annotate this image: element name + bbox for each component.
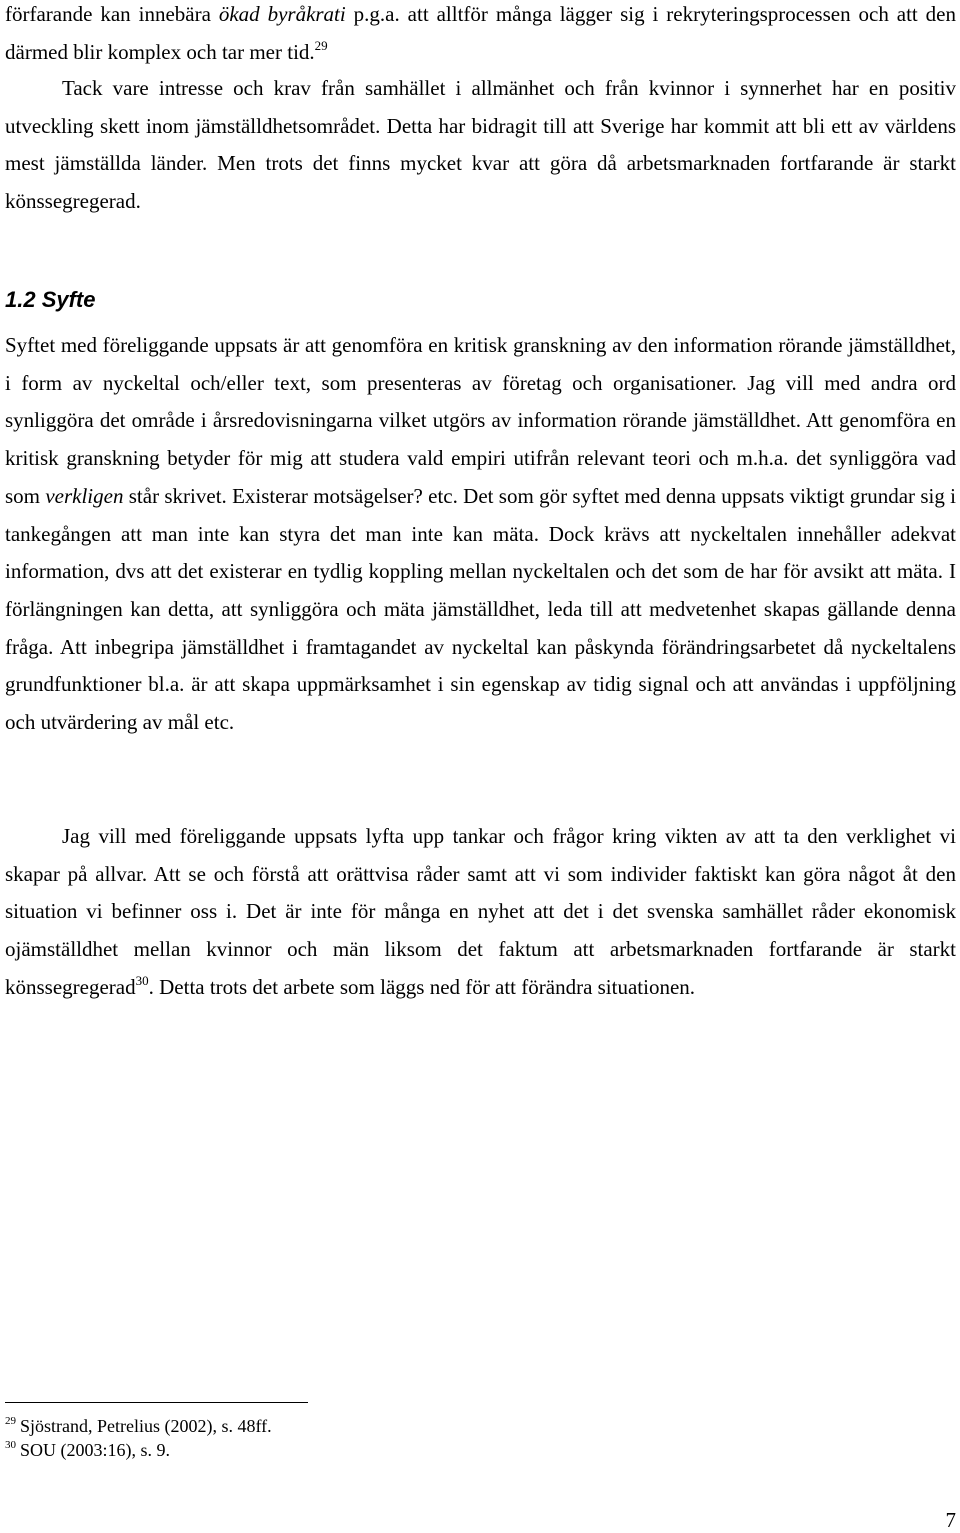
- footnote-ref-29[interactable]: 29: [314, 37, 328, 53]
- footnote-text: SOU (2003:16), s. 9.: [20, 1440, 171, 1460]
- text-run: p.g.a. att alltför många lägger sig i rekryteringsprocessen och att den därmed blir komplex och tar mer tid.: [5, 2, 956, 64]
- footnote-29: [5, 1415, 272, 1437]
- footnote-separator: [5, 1402, 308, 1403]
- text-run: förfarande kan innebära: [5, 2, 219, 26]
- footnote-30: [5, 1439, 170, 1461]
- body-paragraph-2: [5, 70, 956, 221]
- section-heading: 1.2 Syfte: [5, 287, 96, 312]
- emphasis-text: ökad byråkrati: [218, 2, 346, 26]
- text-run: Tack vare intresse och krav från samhället i allmänhet och från kvinnor i synnerhet har en positiv utveckling skett inom jämställdhetsområdet. Detta har bidragit till att Sverige har kommit att bli ett av världens mest jämställda länder. Men trots det finns mycket kvar att göra då arbetsmarknaden fortfarande är starkt könssegregerad.: [5, 76, 956, 214]
- text-run: Jag vill med föreliggande uppsats lyfta upp tankar och frågor kring vikten av att ta den verklighet vi skapar på allvar. Att se och förstå att orättvisa råder samt att vi som individer faktiskt kan göra något åt den situation vi befinner oss i. Det är inte för många en nyhet att det i det svenska samhället råder ekonomisk ojämställdhet mellan kvinnor och män liksom det faktum att arbetsmarknaden fortfarande är starkt könssegregerad: [5, 824, 956, 999]
- body-paragraph-1: [5, 0, 956, 71]
- footnote-number: 30: [5, 1439, 16, 1451]
- body-paragraph-syfte: [5, 327, 956, 742]
- body-paragraph-4: [5, 818, 956, 1007]
- emphasis-text: verkligen: [45, 483, 124, 508]
- footnote-text: Sjöstrand, Petrelius (2002), s. 48ff.: [20, 1416, 272, 1436]
- footnote-ref-30[interactable]: 30: [135, 972, 149, 988]
- document-page: [5, 0, 956, 1533]
- text-run: Syftet med föreliggande uppsats är att genomföra en kritisk granskning av den information rörande jämställdhet, i form av nyckeltal och/eller text, som presenteras av företag och organisationer. Jag vill med andra ord synliggöra det område i årsredovisningarna vilket utgörs av information rörande jämställdhet. Att genomföra en kritisk granskning betyder för mig att studera vald empiri utifrån relevant teori och m.h.a. det synliggöra vad som: [5, 333, 956, 508]
- text-run: står skrivet. Existerar motsägelser? etc. Det som gör syftet med denna uppsats viktigt grundar sig i tankegången att man inte kan styra det man inte kan mäta. Dock krävs att nyckeltalen innehåller adekvat information, dvs att det existerar en tydlig koppling mellan nyckeltalen och det som de har för avsikt att mäta. I förlängningen kan detta, att synliggöra och mäta jämställdhet, leda till att medvetenhet skapas gällande denna fråga. Att inbegripa jämställdhet i framtagandet av nyckeltal kan påskynda förändringsarbetet då nyckeltalens grundfunktioner bl.a. är att skapa uppmärksamhet i sin egenskap av tidig signal och att användas i uppföljning och utvärdering av mål etc.: [5, 483, 956, 735]
- text-run: . Detta trots det arbete som läggs ned för att förändra situationen.: [148, 974, 696, 999]
- page-number: 7: [945, 1508, 956, 1532]
- footnote-number: 29: [5, 1415, 16, 1427]
